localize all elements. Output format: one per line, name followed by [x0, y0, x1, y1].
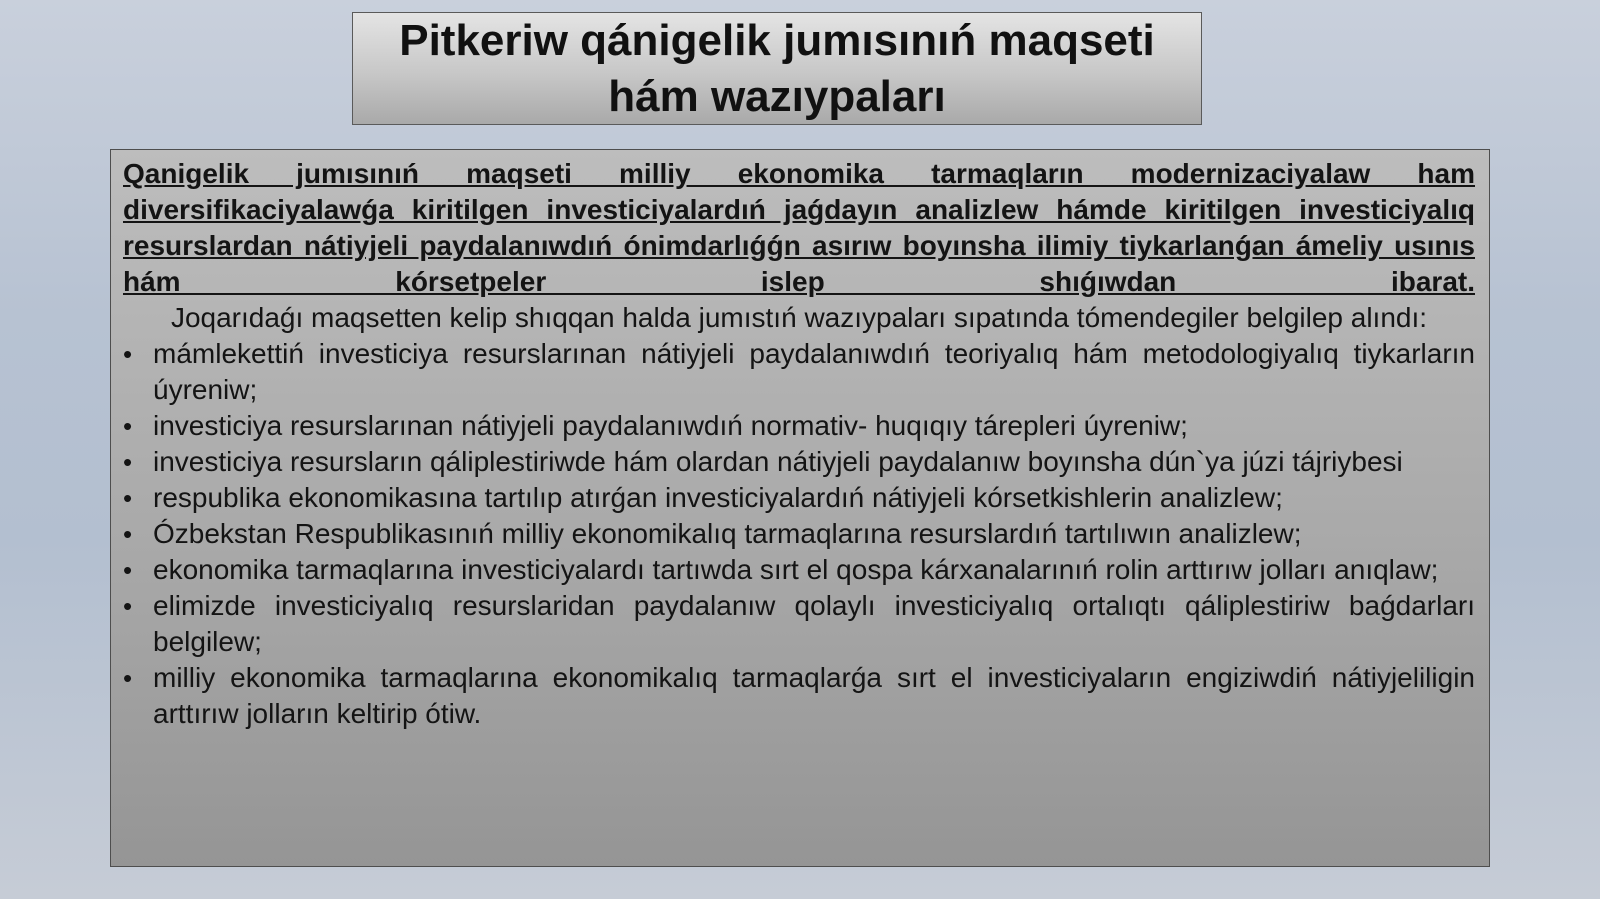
- slide-title-line-1: Pitkeriw qánigelik jumısınıń maqseti: [399, 15, 1155, 65]
- bullet-icon: •: [123, 447, 133, 477]
- task-text: Ózbekstan Respublikasınıń milliy ekonomikalıq tarmaqlarına resurslardıń tartılıwın analizlew;: [153, 518, 1302, 549]
- bullet-icon: •: [123, 483, 133, 513]
- tasks-intro: Joqarıdaǵı maqsetten kelip shıqqan halda jumıstıń wazıypaları sıpatında tómendegiler belgilep alındı:: [170, 302, 1428, 333]
- bullet-icon: •: [123, 411, 133, 441]
- tasks-list: [123, 336, 1475, 732]
- task-item: [123, 588, 1475, 660]
- content-box: [110, 149, 1490, 867]
- bullet-icon: •: [123, 555, 133, 585]
- task-item: [123, 444, 1475, 480]
- slide-title: [399, 13, 1155, 125]
- task-item: [123, 336, 1475, 408]
- goal-paragraph: Qanigelik jumısınıń maqseti milliy ekonomika tarmaqların modernizaciyalaw ham diversifikaciyalawǵa kiritilgen investiciyalardıń jaǵdayın analizlew hámde kiritilgen investiciyalıq resurslardan nátiyjeli paydalanıwdıń ónimdarlıǵǵn asırıw boyınsha ilimiy tiykarlanǵan ámeliy usınıs hám kórsetpeler islep shıǵıwdan ibarat.: [123, 158, 1475, 297]
- task-text: mámlekettiń investiciya resurslarınan nátiyjeli paydalanıwdıń teoriyalıq hám metodologiyalıq tiykarların úyreniw;: [153, 338, 1475, 405]
- bullet-icon: •: [123, 663, 133, 693]
- task-item: [123, 660, 1475, 732]
- task-text: respublika ekonomikasına tartılıp atırǵan investiciyalardıń nátiyjeli kórsetkishlerin analizlew;: [153, 482, 1283, 513]
- task-text: elimizde investiciyalıq resurslaridan paydalanıw qolaylı investiciyalıq ortalıqtı qáliplestiriw baǵdarları belgilew;: [153, 590, 1475, 657]
- slide-title-box: [352, 12, 1202, 125]
- task-text: investiciya resursların qáliplestiriwde hám olardan nátiyjeli paydalanıw boyınsha dún`ya júzi tájriybesi: [153, 446, 1403, 477]
- task-text: investiciya resurslarınan nátiyjeli paydalanıwdıń normativ- huqıqıy tárepleri úyreniw;: [153, 410, 1188, 441]
- task-item: [123, 480, 1475, 516]
- task-text: ekonomika tarmaqlarına investiciyalardı tartıwda sırt el qospa kárxanalarınıń rolin arttırıw jolları anıqlaw;: [153, 554, 1439, 585]
- slide-title-line-2: hám wazıypaları: [608, 71, 946, 121]
- task-text: milliy ekonomika tarmaqlarına ekonomikalıq tarmaqlarǵa sırt el investiciyaların engiziwdiń nátiyjeliligin arttırıw jolların keltirip ótiw.: [153, 662, 1475, 729]
- bullet-icon: •: [123, 339, 133, 369]
- bullet-icon: •: [123, 519, 133, 549]
- task-item: [123, 408, 1475, 444]
- task-item: [123, 516, 1475, 552]
- task-item: [123, 552, 1475, 588]
- bullet-icon: •: [123, 591, 133, 621]
